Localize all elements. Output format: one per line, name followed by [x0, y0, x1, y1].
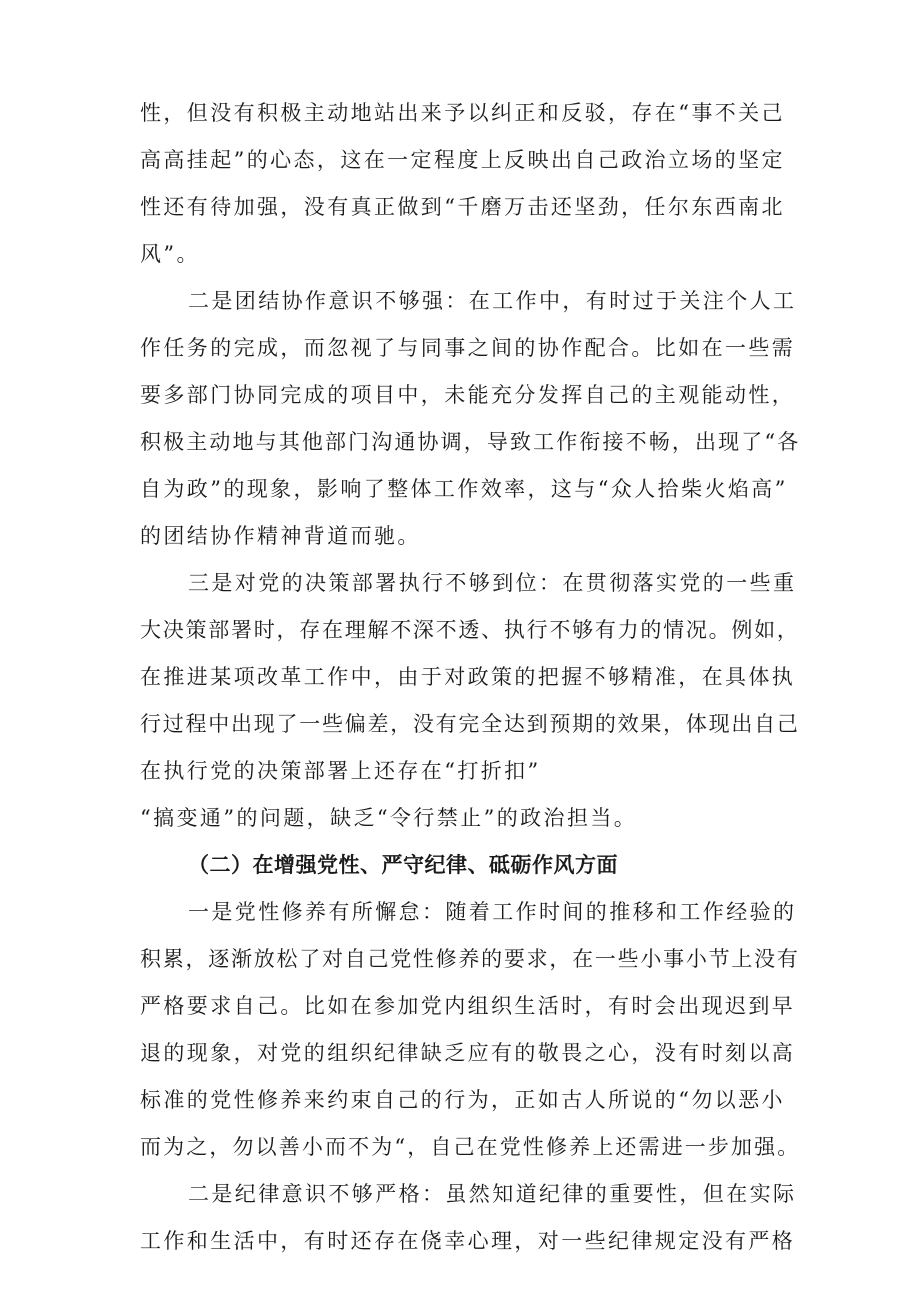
- text-line: 要多部门协同完成的项目中，未能充分发挥自己的主观能动性，: [140, 383, 796, 407]
- text-line: 性，但没有积极主动地站出来予以纠正和反驳，存在“事不关己: [140, 101, 785, 125]
- text-line: 作任务的完成，而忽视了与同事之间的协作配合。比如在一些需: [140, 336, 796, 360]
- text-line: 高高挂起”的心态，这在一定程度上反映出自己政治立场的坚定: [140, 148, 785, 172]
- text-line: 在执行党的决策部署上还存在“打折扣”: [140, 759, 541, 783]
- text-line: 积累，逐渐放松了对自己党性修养的要求，在一些小事小节上没有: [140, 947, 800, 971]
- text-line: 工作和生活中，有时还存在侥幸心理，对一些纪律规定没有严格: [140, 1229, 796, 1253]
- section-heading: （二）在增强党性、严守纪律、砥砺作风方面: [188, 853, 618, 877]
- paragraph-teamwork: [140, 278, 800, 560]
- paragraph-policy-execution: [140, 560, 800, 842]
- text-line: “搞变通”的问题，缺乏“令行禁止”的政治担当。: [140, 806, 638, 830]
- document-body: [140, 90, 800, 1265]
- paragraph-party-cultivation: [140, 889, 800, 1171]
- text-line: 标准的党性修养来约束自己的行为，正如古人所说的“勿以恶小: [140, 1088, 785, 1112]
- text-line: 自为政”的现象，影响了整体工作效率，这与“众人拾柴火焰高”: [140, 477, 788, 501]
- paragraph-political-stance: [140, 90, 800, 278]
- text-line: 退的现象，对党的组织纪律缺乏应有的敬畏之心，没有时刻以高: [140, 1041, 796, 1065]
- text-line: 一是党性修养有所懈怠：随着工作时间的推移和工作经验的: [188, 900, 797, 924]
- text-line: 三是对党的决策部署执行不够到位：在贯彻落实党的一些重: [188, 571, 797, 595]
- text-line: 严格要求自己。比如在参加党内组织生活时，有时会出现迟到早: [140, 994, 796, 1018]
- text-line: 在推进某项改革工作中，由于对政策的把握不够精准，在具体执: [140, 665, 796, 689]
- text-line: 大决策部署时，存在理解不深不透、执行不够有力的情况。例如，: [140, 618, 800, 642]
- text-line: 行过程中出现了一些偏差，没有完全达到预期的效果，体现出自己: [140, 712, 800, 736]
- text-line: 风”。: [140, 242, 200, 266]
- paragraph-discipline: [140, 1171, 800, 1265]
- text-line: 二是纪律意识不够严格：虽然知道纪律的重要性，但在实际: [188, 1182, 797, 1206]
- text-line: 而为之，勿以善小而不为“，自己在党性修养上还需进一步加强。: [140, 1135, 801, 1159]
- text-line: 的团结协作精神背道而驰。: [140, 524, 421, 548]
- text-line: 性还有待加强，没有真正做到“千磨万击还坚劲，任尔东西南北: [140, 195, 785, 219]
- text-line: 积极主动地与其他部门沟通协调，导致工作衔接不畅，出现了“各: [140, 430, 801, 454]
- text-line: 二是团结协作意识不够强：在工作中，有时过于关注个人工: [188, 289, 797, 313]
